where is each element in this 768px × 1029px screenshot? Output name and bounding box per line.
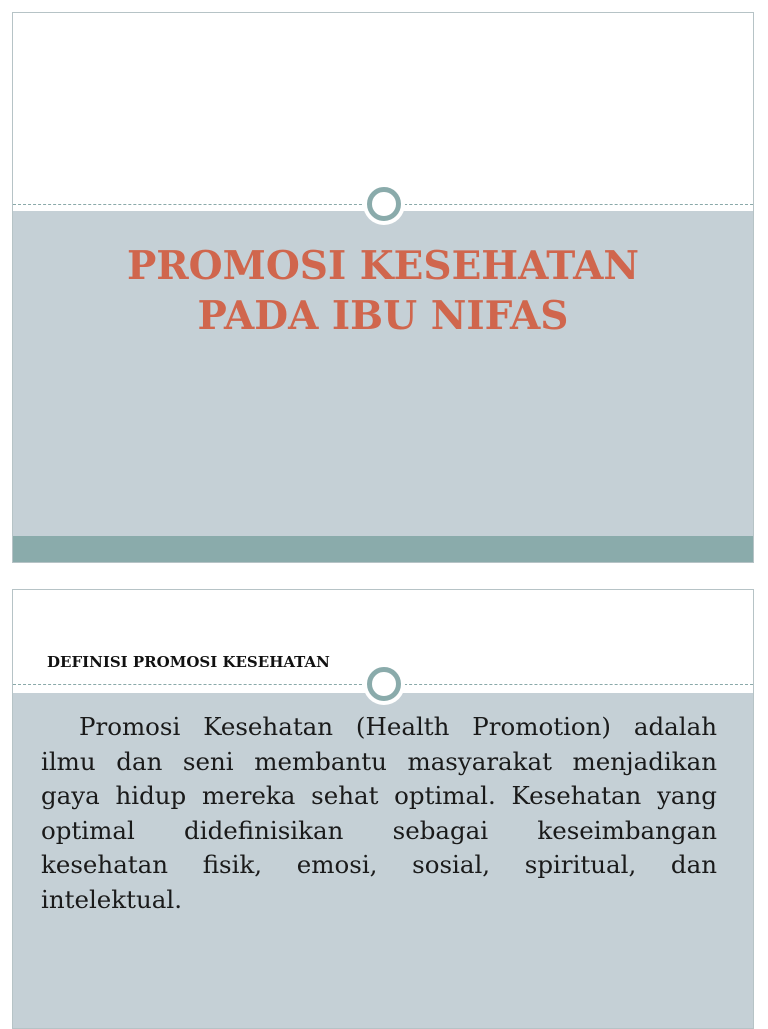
title-slide (12, 12, 754, 563)
slide-title (53, 241, 713, 341)
circle-ornament (367, 667, 401, 701)
slide-title-line-2: PADA IBU NIFAS (197, 293, 569, 339)
bottom-accent-strip (13, 536, 753, 562)
circle-ornament (367, 187, 401, 221)
slide-title-line-1: PROMOSI KESEHATAN (126, 243, 640, 289)
definition-paragraph: Promosi Kesehatan (Health Promotion) adalah ilmu dan seni membantu masyarakat menjadikan gaya hidup mereka sehat optimal. Kesehatan yang optimal didefinisikan sebagai keseimbangan kesehatan fisik, emosi, sosial, spiritual, dan intelektual. (41, 712, 717, 914)
definition-slide (12, 589, 754, 1029)
slide-heading: DEFINISI PROMOSI KESEHATAN (47, 653, 330, 671)
